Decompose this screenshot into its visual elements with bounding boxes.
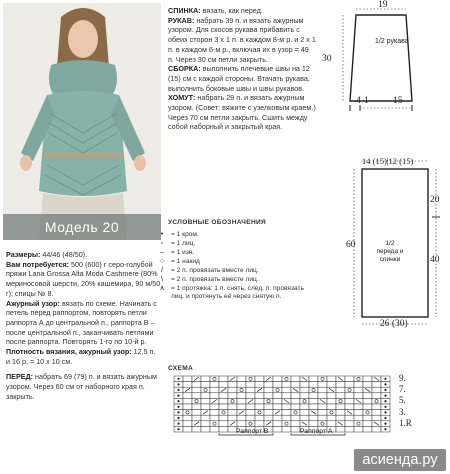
chart-cell [336, 410, 345, 416]
chart-symbol-edge [177, 423, 179, 425]
chart-cell [336, 382, 345, 388]
chart-cell [219, 415, 228, 421]
chart-cell [363, 410, 372, 416]
chart-cell [300, 398, 309, 404]
chart-cell [237, 415, 246, 421]
left-text-column [6, 250, 161, 402]
chart-cell [219, 398, 228, 404]
legend-symbol: – [160, 249, 164, 256]
chart-cell [372, 410, 381, 416]
chart-cell [282, 421, 291, 427]
chart-cell [282, 404, 291, 410]
chart-cell [219, 393, 228, 399]
chart-cell [237, 387, 246, 393]
sleeve-bottom-left-measure: 4 [356, 96, 361, 106]
chart-cell [219, 376, 228, 382]
chart-cell [372, 398, 381, 404]
chart-cell [354, 410, 363, 416]
chart-cell [354, 421, 363, 427]
chart-cell [345, 376, 354, 382]
chart-cell [282, 415, 291, 421]
chart-cell [282, 387, 291, 393]
sleeve-side-measure: 30 [322, 54, 332, 64]
chart-cell [192, 393, 201, 399]
legend-symbol: ▫ [160, 240, 164, 247]
chart-cell [273, 382, 282, 388]
chart-cell [372, 393, 381, 399]
body-top-measure: 14 (15)|12 (15) [362, 156, 414, 166]
chart-cell [318, 421, 327, 427]
chart-cell [264, 387, 273, 393]
chart-cell [345, 426, 354, 432]
chart-cell [363, 426, 372, 432]
sleeve-bottom-measure: 15 [393, 96, 403, 106]
chart-cell [327, 421, 336, 427]
chart-cell [219, 404, 228, 410]
chart-cell [309, 398, 318, 404]
chart-title: СХЕМА [168, 365, 194, 372]
chart-cell [237, 382, 246, 388]
chart-cell [192, 410, 201, 416]
chart-cell [309, 387, 318, 393]
chart-cell [183, 393, 192, 399]
chart-cell [237, 398, 246, 404]
chart-cell [219, 426, 228, 432]
chart-cell [210, 410, 219, 416]
assembly-label: СБОРКА: [168, 64, 201, 74]
chart-cell [201, 398, 210, 404]
chart-cell [228, 415, 237, 421]
chart-symbol-edge [177, 400, 179, 402]
chart-cell [228, 410, 237, 416]
sizes-value: 44/46 (48/50). [40, 250, 88, 259]
sizes-paragraph [6, 250, 161, 260]
chart-cell [264, 410, 273, 416]
chart-cell [210, 393, 219, 399]
chart-cell [219, 382, 228, 388]
materials-paragraph [6, 260, 161, 299]
chart-row-label: 5. [399, 395, 406, 406]
knitting-chart [170, 374, 400, 440]
chart-cell [327, 404, 336, 410]
front-paragraph [6, 372, 161, 401]
legend-item [161, 267, 316, 275]
density-value: 12,5 п. и 16 р. = 10 х 10 см. [6, 347, 156, 366]
chart-cell [345, 421, 354, 427]
chart-cell [183, 410, 192, 416]
chart-cell [255, 410, 264, 416]
chart-cell [318, 404, 327, 410]
pattern-label: Ажурный узор: [6, 298, 60, 308]
pattern-value: вязать по схеме. Начинать с петель перед раппортом, повторять петли раппорта А до центральной п., раппорта В – после центральной п., заканчивать петлями после раппорта. Повторять 1-го по 10-й р. [6, 298, 157, 347]
chart-symbol-edge [384, 428, 386, 430]
chart-symbol-edge [384, 383, 386, 385]
chart-cell [318, 410, 327, 416]
materials-value: 500 (600) г серо-голубой пряжи Lana Grossa Alta Moda Cashmere (80% мериносовой шерсти, 20% кашемира, 90 м/50 г); спицы № 8. [6, 259, 161, 298]
chart-cell [192, 415, 201, 421]
legend-text: = 1 изн. [171, 249, 195, 256]
repeat-b-label: Раппорт B [236, 428, 269, 435]
sleeve-schematic [320, 5, 445, 117]
front-label: ПЕРЕД: [6, 372, 34, 382]
chart-cell [237, 376, 246, 382]
body-left-measure: 60 [346, 240, 356, 250]
chart-cell [201, 426, 210, 432]
chart-cell [291, 393, 300, 399]
chart-cell [354, 426, 363, 432]
model-photo [3, 3, 161, 240]
pattern-paragraph [6, 299, 161, 348]
chart-cell [318, 382, 327, 388]
density-label: Плотность вязания, ажурный узор: [6, 347, 132, 357]
chart-cell [264, 398, 273, 404]
chart-cell [300, 415, 309, 421]
chart-cell [192, 387, 201, 393]
chart-cell [336, 426, 345, 432]
chart-cell [345, 398, 354, 404]
chart-symbol-edge [177, 383, 179, 385]
chart-row-label: 3. [399, 406, 406, 417]
chart-cell [327, 398, 336, 404]
chart-cell [201, 382, 210, 388]
chart-cell [291, 421, 300, 427]
legend-item [160, 249, 316, 257]
chart-cell [363, 415, 372, 421]
chart-cell [345, 415, 354, 421]
legend-item [159, 285, 316, 301]
chart-symbol-edge [177, 406, 179, 408]
body-right-bottom-measure: 40 [430, 255, 440, 265]
chart-cell [318, 387, 327, 393]
chart-cell [363, 398, 372, 404]
chart-symbol-edge [177, 389, 179, 391]
chart-cell [273, 415, 282, 421]
chart-cell [336, 393, 345, 399]
chart-cell [273, 421, 282, 427]
legend-item [160, 240, 316, 248]
chart-cell [336, 415, 345, 421]
sleeve-value: набрать 39 п. и вязать ажурным узором. Для скосов рукава прибавить с обеих сторон 3 х 1 п. в каждом 8-м р. и 2 х 1 п. в каждом 6-м р., включая их в узор = 49 п. Через 30 см петли закрыть. [168, 15, 316, 64]
chart-symbol-edge [177, 411, 179, 413]
chart-cell [372, 426, 381, 432]
back-value: вязать, как перед. [200, 6, 263, 15]
chart-cell [201, 404, 210, 410]
density-paragraph [6, 347, 161, 366]
chart-cell [372, 387, 381, 393]
chart-cell [183, 376, 192, 382]
chart-cell [201, 421, 210, 427]
chart-cell [318, 415, 327, 421]
chart-cell [246, 410, 255, 416]
chart-cell [309, 376, 318, 382]
site-watermark: асиенда.ру [354, 449, 446, 471]
chart-cell [228, 404, 237, 410]
chart-row-label: 7. [399, 384, 406, 395]
model-illustration [3, 3, 161, 240]
chart-cell [363, 376, 372, 382]
chart-cell [309, 382, 318, 388]
chart-cell [192, 426, 201, 432]
chart-cell [255, 382, 264, 388]
sleeve-paragraph [168, 16, 316, 65]
chart-symbol-edge [384, 423, 386, 425]
chart-cell [300, 393, 309, 399]
body-bottom-measure: 26 (30) [380, 319, 408, 329]
legend-symbol: • [160, 231, 164, 238]
chart-cell [210, 426, 219, 432]
chart-cell [228, 382, 237, 388]
body-label-line1: 1/2 [385, 240, 395, 247]
chart-cell [246, 387, 255, 393]
chart-cell [183, 426, 192, 432]
chart-row-label: 9. [399, 373, 406, 383]
collar-paragraph [168, 93, 316, 132]
chart-cell [246, 415, 255, 421]
chart-cell [228, 398, 237, 404]
chart-cell [354, 382, 363, 388]
chart-cell [183, 398, 192, 404]
chart-cell [309, 404, 318, 410]
collar-label: ХОМУТ: [168, 93, 196, 103]
legend-title: УСЛОВНЫЕ ОБОЗНАЧЕНИЯ [168, 219, 267, 226]
chart-cell [219, 410, 228, 416]
chart-cell [327, 382, 336, 388]
chart-cell [327, 410, 336, 416]
legend-symbol: ○ [159, 258, 165, 265]
chart-cell [192, 404, 201, 410]
chart-cell [300, 404, 309, 410]
chart-cell [273, 404, 282, 410]
legend-text: = 1 накид [171, 258, 200, 265]
body-label-line2: переда и [376, 248, 404, 255]
chart-cell [246, 404, 255, 410]
chart-symbol-edge [384, 406, 386, 408]
chart-cell [354, 376, 363, 382]
chart-cell [345, 393, 354, 399]
chart-cell [372, 382, 381, 388]
collar-value: набрать 29 п. и вязать ажурным узором. (Совет: вяжите с узелковым краем.) Через 70 см петли закрыть. Сшить между собой наборный и закрытый края. [168, 93, 316, 132]
chart-cell [363, 382, 372, 388]
chart-cell [246, 376, 255, 382]
chart-cell [264, 404, 273, 410]
chart-cell [363, 393, 372, 399]
legend-symbol: / [161, 267, 163, 274]
chart-cell [363, 404, 372, 410]
chart-cell [354, 387, 363, 393]
legend-text: = 2 п. провязать вместе лиц. [171, 267, 259, 274]
chart-cell [345, 404, 354, 410]
chart-cell [327, 415, 336, 421]
chart-cell [273, 393, 282, 399]
chart-cell [183, 382, 192, 388]
chart-cell [354, 393, 363, 399]
sleeve-top-measure: 19 [378, 0, 388, 10]
chart-cell [291, 415, 300, 421]
chart-cell [255, 393, 264, 399]
legend-symbol: ∧ [159, 285, 165, 292]
chart-cell [210, 382, 219, 388]
chart-cell [300, 410, 309, 416]
chart-cell [201, 415, 210, 421]
chart-cell [318, 393, 327, 399]
chart-cell [282, 376, 291, 382]
chart-cell [309, 393, 318, 399]
chart-symbol-edge [384, 378, 386, 380]
body-right-top-measure: 20 [430, 195, 440, 205]
chart-cell [183, 421, 192, 427]
chart-cell [210, 387, 219, 393]
sleeve-label: РУКАВ: [168, 15, 195, 25]
chart-cell [237, 421, 246, 427]
chart-cell [255, 398, 264, 404]
chart-cell [291, 376, 300, 382]
assembly-value: выполнить плечевые швы на 12 (15) см с каждой стороны. Втачать рукава, выполнить боковые швы и швы рукавов. [168, 64, 310, 93]
chart-cell [354, 415, 363, 421]
assembly-paragraph [168, 64, 316, 93]
chart-cell [345, 387, 354, 393]
chart-cell [255, 376, 264, 382]
back-paragraph [168, 6, 316, 16]
legend-item [161, 276, 316, 284]
chart-cell [336, 398, 345, 404]
chart-cell [291, 404, 300, 410]
materials-label: Вам потребуется: [6, 259, 70, 269]
chart-cell [318, 376, 327, 382]
chart-symbol-edge [384, 411, 386, 413]
legend-text: = 1 кром. [171, 231, 199, 238]
chart-cell [291, 426, 300, 432]
chart-cell [273, 387, 282, 393]
back-label: СПИНКА: [168, 6, 201, 15]
sizes-label: Размеры: [6, 250, 41, 259]
chart-symbol-edge [177, 395, 179, 397]
chart-cell [309, 415, 318, 421]
chart-cell [336, 387, 345, 393]
chart-symbol-edge [177, 417, 179, 419]
chart-cell [237, 393, 246, 399]
chart-symbol-edge [177, 428, 179, 430]
legend-item [159, 258, 316, 266]
chart-cell [336, 404, 345, 410]
chart-cell [327, 393, 336, 399]
legend-symbol: \ [161, 276, 163, 283]
chart-cell [219, 421, 228, 427]
chart-cell [255, 421, 264, 427]
chart-cell [291, 382, 300, 388]
chart-cell [192, 398, 201, 404]
body-label-line3: спинки [379, 256, 401, 263]
chart-cell [291, 398, 300, 404]
legend-text: = 1 протяжка: 1 п. снять, след. п. провязать лиц. и протянуть её через снятую п. [171, 285, 304, 300]
legend-item [160, 231, 316, 239]
chart-cell [372, 415, 381, 421]
model-label: Модель 20 [3, 214, 161, 240]
chart-cell [255, 415, 264, 421]
chart-cell [363, 421, 372, 427]
chart-cell [201, 387, 210, 393]
chart-cell [273, 398, 282, 404]
chart-cell [201, 393, 210, 399]
chart-cell [192, 382, 201, 388]
chart-cell [210, 415, 219, 421]
chart-cell [237, 404, 246, 410]
chart-row-label: 1.R [399, 417, 412, 428]
chart-cell [264, 382, 273, 388]
chart-cell [264, 393, 273, 399]
chart-cell [201, 376, 210, 382]
chart-cell [255, 404, 264, 410]
chart-cell [309, 421, 318, 427]
chart-cell [327, 376, 336, 382]
chart-cell [264, 415, 273, 421]
chart-cell [246, 393, 255, 399]
legend-text: = 2 п. провязать вместе лиц. [171, 276, 259, 283]
chart-cell [282, 410, 291, 416]
chart-cell [282, 426, 291, 432]
chart-cell [246, 421, 255, 427]
sleeve-bottom-left2-measure: 1 [364, 96, 369, 106]
chart-cell [183, 415, 192, 421]
chart-cell [210, 404, 219, 410]
legend-text: = 1 лиц. [171, 240, 196, 247]
repeat-a-label: Раппорт A [300, 428, 333, 435]
chart-symbol-edge [384, 389, 386, 391]
chart-cell [273, 426, 282, 432]
chart-symbol-edge [177, 378, 179, 380]
chart-cell [246, 382, 255, 388]
body-label [370, 240, 410, 264]
front-value: набрать 69 (79) п. и вязать ажурным узором. Через 60 см от наборного края п. закрыть. [6, 372, 157, 401]
chart-cell [345, 382, 354, 388]
chart-cell [210, 376, 219, 382]
chart-cell [273, 376, 282, 382]
chart-cell [210, 421, 219, 427]
chart-symbol-edge [384, 400, 386, 402]
chart-cell [228, 387, 237, 393]
chart-cell [372, 404, 381, 410]
middle-text-column [168, 6, 316, 132]
chart-symbol-edge [384, 395, 386, 397]
chart-cell [228, 393, 237, 399]
sleeve-label: 1/2 рукава [375, 38, 409, 45]
chart-cell [282, 382, 291, 388]
chart-symbol-edge [384, 417, 386, 419]
chart-cell [300, 387, 309, 393]
chart-cell [300, 382, 309, 388]
chart-cell [183, 404, 192, 410]
chart-cell [291, 410, 300, 416]
chart-cell [354, 404, 363, 410]
chart-cell [282, 393, 291, 399]
